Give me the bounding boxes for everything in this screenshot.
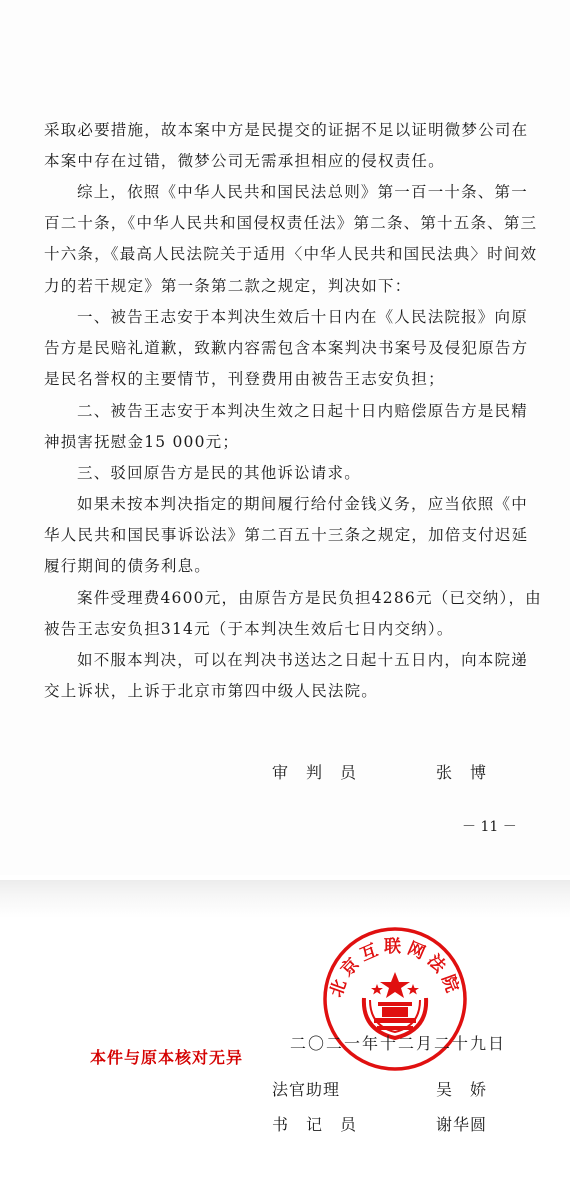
- seal-text: 北京互联网法院: [326, 937, 464, 1000]
- page-separator: [0, 880, 570, 918]
- paragraph-1: 采取必要措施，故本案中方是民提交的证据不足以证明微梦公司在本案中存在过错，微梦公司无需承担相应的侵权责任。: [44, 121, 529, 171]
- paragraph-7: 案件受理费4600元，由原告方是民负担4286元（已交纳），由被告王志安负担314元（于本判决生效后七日内交纳）。: [44, 589, 542, 639]
- assistant-name: 吴 娇: [436, 1080, 488, 1099]
- paragraph-8: 如不服本判决，可以在判决书送达之日起十五日内，向本院递交上诉状，上诉于北京市第四中级人民法院。: [44, 651, 528, 701]
- paragraph-2: 综上，依照《中华人民共和国民法总则》第一百一十条、第一百二十条，《中华人民共和国侵权责任法》第二条、第十五条、第三十六条，《最高人民法院关于适用〈中华人民共和国民法典〉时间效力的若干规定》第一条第二款之规定，判决如下：: [44, 183, 538, 295]
- page-number: － 11 －: [462, 819, 517, 835]
- judge-name: 张 博: [436, 763, 488, 782]
- paragraph-3: 一、被告王志安于本判决生效后十日内在《人民法院报》向原告方是民赔礼道歉，致歉内容需包含本案判决书案号及侵犯原告方是民名誉权的主要情节，刊登费用由被告王志安负担；: [44, 308, 529, 389]
- paragraph-6: 如果未按本判决指定的期间履行给付金钱义务，应当依照《中华人民共和国民事诉讼法》第二百五十三条之规定，加倍支付迟延履行期间的债务利息。: [44, 495, 529, 576]
- judgment-date: 二〇二一年十二月二十九日: [290, 1034, 507, 1053]
- judgment-signature-page: [0, 918, 570, 1200]
- clerk-name: 谢华圆: [436, 1115, 488, 1134]
- paragraph-4: 二、被告王志安于本判决生效之日起十日内赔偿原告方是民精神损害抚慰金15 000元；: [44, 402, 528, 452]
- paragraph-5: 三、驳回原告方是民的其他诉讼请求。: [77, 464, 361, 482]
- clerk-title: 书 记 员: [272, 1115, 358, 1134]
- assistant-title: 法官助理: [272, 1080, 341, 1099]
- certification-stamp: 本件与原本核对无异: [90, 1048, 244, 1067]
- judge-title: 审 判 员: [272, 763, 358, 782]
